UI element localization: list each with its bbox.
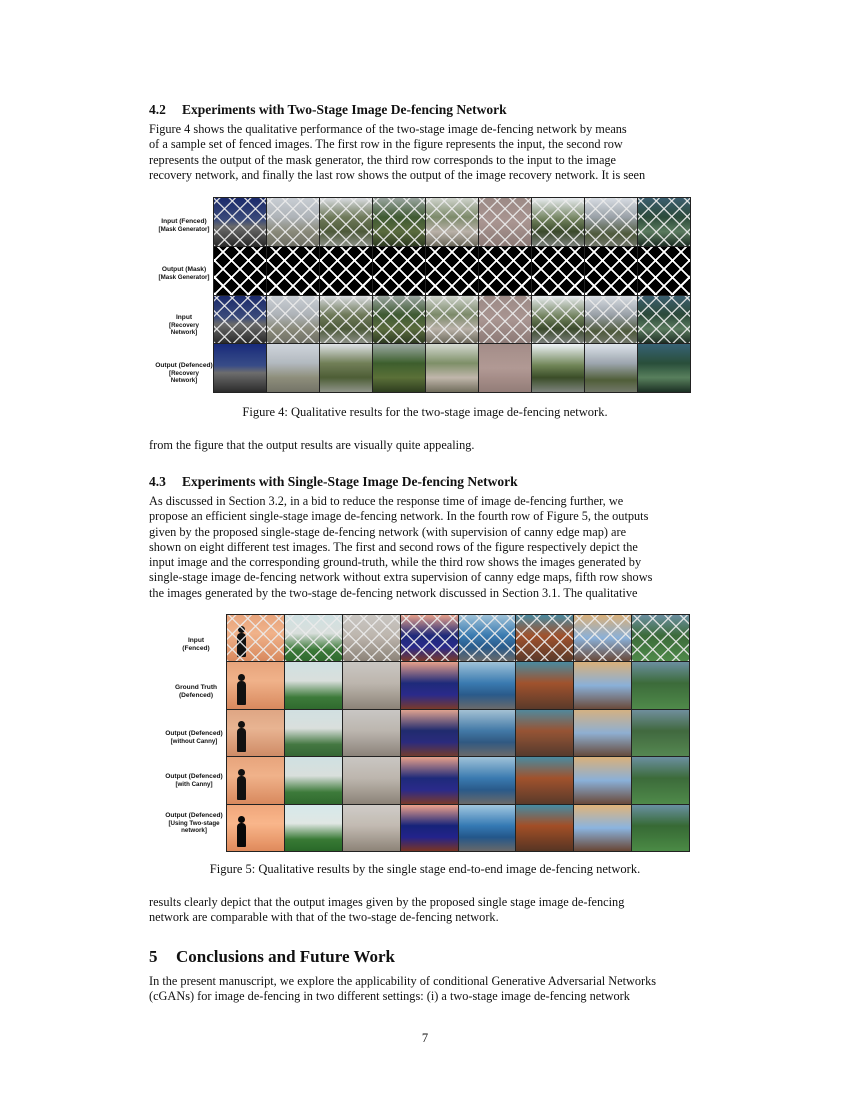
figure-5-image (632, 615, 689, 661)
figure-4-image (320, 296, 372, 344)
figure-4-image (214, 198, 266, 246)
text-line: In the present manuscript, we explore the applicability of conditional Generative Adversarial Networks (149, 974, 657, 988)
row-label-line: [Using Two-stage (168, 819, 220, 827)
figure-4-image (320, 344, 372, 392)
figure-4-image-grid (213, 197, 691, 393)
figure-5-image (516, 805, 573, 851)
figure-5-row-label (156, 812, 232, 835)
text-line: single-stage image de-fencing network without extra supervision of canny edge maps, fifth row shows (149, 570, 653, 585)
figure-4-row-label (155, 218, 213, 233)
person-silhouette (237, 681, 246, 705)
text-line: Figure 4 shows the qualitative performance of the two-stage image de-fencing network by means (149, 122, 627, 136)
figure-4-row-label (155, 266, 213, 281)
section-title: Conclusions and Future Work (176, 947, 396, 966)
figure-5-image (459, 805, 516, 851)
figure-4-image (373, 198, 425, 246)
figure-4-image (638, 198, 690, 246)
figure-5-row-label (156, 773, 232, 788)
figure-5-image (459, 710, 516, 756)
figure-4-image (426, 344, 478, 392)
row-label-main: Input (175, 314, 193, 321)
person-silhouette (237, 776, 246, 800)
figure-5-image (632, 662, 689, 708)
figure-4-image (373, 247, 425, 295)
figure-5-image (343, 757, 400, 803)
row-label-sub: [Mask Generator] (158, 273, 210, 281)
figure-5-image (285, 710, 342, 756)
figure-5-image (285, 615, 342, 661)
figure-5-image (574, 805, 631, 851)
page-number: 7 (421, 1031, 429, 1045)
figure-4-image (426, 296, 478, 344)
figure-4-image (532, 247, 584, 295)
figure-5-row-label (164, 684, 228, 699)
section-number: 4.3 (149, 474, 166, 489)
figure-5-image (459, 757, 516, 803)
text-line: results clearly depict that the output images given by the proposed single stage image de-fencing (149, 895, 625, 909)
row-label-line: Ground Truth (174, 684, 218, 691)
figure-5-image (285, 662, 342, 708)
text-line: from the figure that the output results are visually quite appealing. (149, 438, 475, 452)
figure-5-image (227, 757, 284, 803)
text-line: given by the proposed single-stage de-fencing network (with supervision of canny edge map) are (149, 524, 627, 539)
figure-4-image (585, 296, 637, 344)
figure-5-row-label (156, 730, 232, 745)
figure-4-image (214, 344, 266, 392)
person-silhouette (237, 823, 246, 847)
row-label-sub: [Recovery Network] (169, 369, 199, 384)
section-5-heading (149, 947, 395, 967)
person-silhouette (237, 633, 246, 657)
figure-5-image (516, 615, 573, 661)
text-line: input image and the corresponding ground-truth, while the third row shows the images generated by (149, 555, 642, 570)
text-line: network are comparable with that of the two-stage de-fencing network. (149, 910, 499, 925)
figure-4-row-label (155, 314, 213, 337)
figure-5-image (227, 662, 284, 708)
figure-5-caption: Figure 5: Qualitative results by the single stage end-to-end image de-fencing network. (209, 862, 641, 876)
section-title: Experiments with Single-Stage Image De-fencing Network (182, 474, 518, 489)
figure-4-image (585, 198, 637, 246)
figure-4 (150, 196, 695, 396)
row-label-main: Output (Mask) (161, 266, 207, 273)
figure-4-image (638, 344, 690, 392)
figure-5-image (459, 615, 516, 661)
figure-4-image (479, 344, 531, 392)
figure-5-image (401, 805, 458, 851)
figure-4-image (373, 344, 425, 392)
section-number: 5 (149, 947, 158, 966)
section-4-3-paragraph (149, 494, 701, 601)
section-4-3-continuation (149, 895, 701, 926)
figure-4-image (479, 247, 531, 295)
row-label-line: [with Canny] (175, 780, 213, 788)
figure-5-image (574, 757, 631, 803)
figure-5-image (401, 710, 458, 756)
figure-5-image (285, 805, 342, 851)
section-4-2-continuation (149, 438, 701, 453)
section-title: Experiments with Two-Stage Image De-fencing Network (182, 102, 507, 117)
text-line: As discussed in Section 3.2, in a bid to reduce the response time of image de-fencing further, we (149, 494, 624, 508)
figure-4-image (426, 247, 478, 295)
figure-4-image (638, 247, 690, 295)
figure-4-image (479, 296, 531, 344)
section-number: 4.2 (149, 102, 166, 117)
figure-5-image (227, 710, 284, 756)
figure-4-image (585, 344, 637, 392)
text-line: of a sample set of fenced images. The first row in the figure represents the input, the second row (149, 137, 623, 152)
figure-5-image (632, 805, 689, 851)
figure-4-image (214, 296, 266, 344)
figure-5-image (343, 662, 400, 708)
figure-5-image (516, 710, 573, 756)
row-label-line: Output (Defenced) (165, 773, 223, 780)
figure-5-image (285, 757, 342, 803)
section-4-3-heading (149, 474, 518, 490)
figure-4-image (320, 198, 372, 246)
row-label-sub: [Mask Generator] (158, 225, 210, 233)
text-line: propose an efficient single-stage image de-fencing network. In the fourth row of Figure 5, the outputs (149, 509, 649, 524)
figure-4-image (267, 247, 319, 295)
text-line: the images generated by the two-stage de-fencing network discussed in Section 3.1. The qualitative (149, 585, 638, 600)
figure-5-image (459, 662, 516, 708)
figure-4-caption: Figure 4: Qualitative results for the two-stage image de-fencing network. (242, 405, 608, 419)
figure-5-row-label (164, 637, 228, 652)
section-4-2-paragraph (149, 122, 701, 183)
figure-4-image (585, 247, 637, 295)
row-label-line: (Fenced) (182, 644, 210, 652)
figure-4-image (214, 247, 266, 295)
figure-5 (150, 613, 695, 853)
figure-5-image (343, 710, 400, 756)
figure-5-image (401, 757, 458, 803)
figure-5-image (574, 662, 631, 708)
figure-5-image (343, 805, 400, 851)
row-label-line: Input (187, 637, 205, 644)
row-label-line: (Defenced) (178, 691, 214, 699)
figure-5-image (632, 757, 689, 803)
figure-4-image (267, 198, 319, 246)
figure-5-image (227, 805, 284, 851)
figure-5-image (516, 757, 573, 803)
figure-4-row-label (155, 362, 213, 385)
text-line: represents the output of the mask generator, the third row corresponds to the input to the image (149, 152, 617, 167)
row-label-line: network] (181, 827, 207, 834)
row-label-sub: [Recovery Network] (169, 321, 199, 336)
figure-5-image (401, 662, 458, 708)
section-5-paragraph (149, 974, 701, 1005)
text-line: (cGANs) for image de-fencing in two different settings: (i) a two-stage image de-fencing network (149, 989, 630, 1004)
figure-4-image (426, 198, 478, 246)
figure-4-image (532, 198, 584, 246)
row-label-line: [without Canny] (170, 737, 218, 745)
figure-5-image (343, 615, 400, 661)
figure-4-image (532, 344, 584, 392)
figure-4-image (479, 198, 531, 246)
figure-5-image-grid (226, 614, 690, 852)
figure-5-image (516, 662, 573, 708)
row-label-main: Input (Fenced) (161, 218, 207, 225)
figure-4-image (373, 296, 425, 344)
figure-4-image (320, 247, 372, 295)
figure-5-image (574, 710, 631, 756)
row-label-line: Output (Defenced) (165, 812, 223, 819)
row-label-line: Output (Defenced) (165, 730, 223, 737)
figure-5-image (632, 710, 689, 756)
figure-5-image (227, 615, 284, 661)
figure-5-image (401, 615, 458, 661)
figure-4-image (532, 296, 584, 344)
figure-4-image (638, 296, 690, 344)
text-line: recovery network, and finally the last row shows the output of the image recovery network. It is seen (149, 167, 646, 182)
text-line: shown on eight different test images. The first and second rows of the figure respectively depict the (149, 539, 638, 554)
section-4-2-heading (149, 102, 507, 118)
figure-4-image (267, 296, 319, 344)
figure-5-image (574, 615, 631, 661)
figure-4-image (267, 344, 319, 392)
row-label-main: Output (Defenced) (155, 362, 213, 369)
person-silhouette (237, 728, 246, 752)
